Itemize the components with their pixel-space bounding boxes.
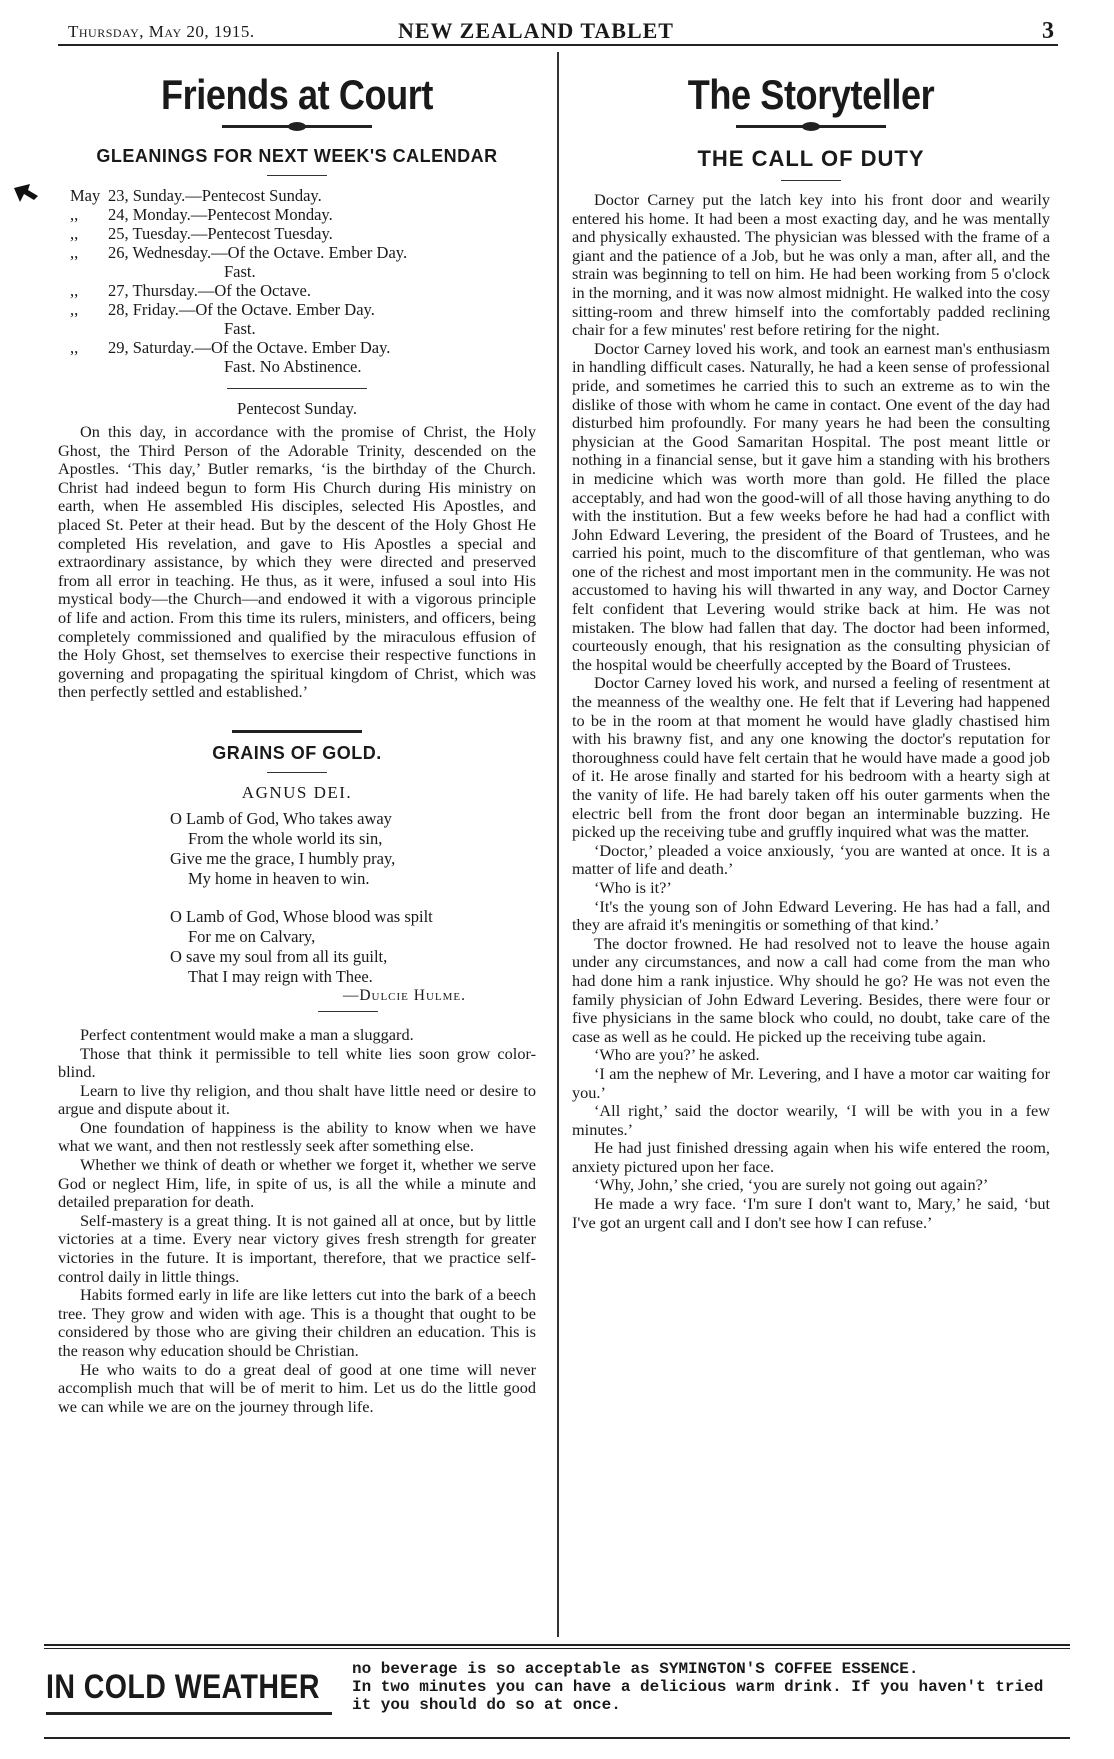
grain-paragraph: Habits formed early in life are like letters cut into the bark of a beech tree. They grow and widen with age. This is a thought that ought to be considered by those who are giving their children an education. This is the reason why education should be Christian. xyxy=(58,1285,536,1360)
ad-line: no beverage is so acceptable as SYMINGTON'S COFFEE ESSENCE. xyxy=(352,1660,919,1678)
calendar-entry: ,, 25, Tuesday.—Pentecost Tuesday. xyxy=(70,224,333,243)
ad-heading: IN COLD WEATHER xyxy=(46,1668,320,1706)
calendar-entry: ,, 27, Thursday.—Of the Octave. xyxy=(70,281,311,300)
poem-title: AGNUS DEI. xyxy=(241,782,353,802)
ad-border-top xyxy=(44,1644,1070,1649)
calendar-entry: ,, 29, Saturday.—Of the Octave. Ember Day. xyxy=(70,338,391,357)
masthead xyxy=(58,18,1058,46)
right-column xyxy=(572,55,1050,1232)
story-title: THE CALL OF DUTY xyxy=(697,146,925,171)
poem-line: O Lamb of God, Who takes away xyxy=(170,808,392,828)
divider xyxy=(232,730,362,733)
pointing-hand-icon xyxy=(12,180,42,210)
story-paragraph: ‘Who is it?’ xyxy=(594,877,672,897)
divider xyxy=(227,388,367,389)
poem xyxy=(170,809,536,987)
story-paragraph: He had just finished dressing again when his wife entered the room, anxiety pictured upon her face. xyxy=(572,1138,1050,1176)
calendar-entry: ,, 26, Wednesday.—Of the Octave. Ember Day. xyxy=(70,243,408,262)
story-paragraph: ‘Who are you?’ he asked. xyxy=(594,1045,760,1065)
story-body xyxy=(572,191,1050,1232)
grains-of-gold-heading: GRAINS OF GOLD. xyxy=(212,742,382,763)
calendar-entry: ,, 28, Friday.—Of the Octave. Ember Day. xyxy=(70,300,375,319)
paragraph: On this day, in accordance with the promise of Christ, the Holy Ghost, the Third Person of the Adorable Trinity, descended on the Apostles. ‘This day,’ Butler remarks, ‘is the birthday of the Church. Christ had indeed begun to form His Church during His ministry on earth, when He assembled His disciples, selected His Apostles, and placed St. Peter at their head. But by the descent of the Holy Ghost He completed His revelation, and gave to His Apostles a special and extraordinary assistance, by which they were directed and preserved from all error in teaching. He thus, as it were, infused a soul into His mystical body—the Church—and endowed it with a vigorous principle of life and action. From this time its rulers, ministers, and officers, being completely commissioned and qualified by the miraculous effusion of the Holy Ghost, set themselves to exercise their respective functions in governing and propagating the spiritual kingdom of Christ, which was then perfectly settled and established.’ xyxy=(58,422,536,702)
left-column xyxy=(58,55,536,1416)
divider xyxy=(267,175,327,176)
section-title-storyteller: The Storyteller xyxy=(687,71,935,118)
poem-line: O Lamb of God, Whose blood was spilt xyxy=(170,906,433,926)
grains-list xyxy=(58,1026,536,1416)
ornamental-rule xyxy=(222,125,372,128)
ornamental-rule xyxy=(736,125,886,128)
grain-paragraph: Whether we think of death or whether we forget it, whether we serve God or neglect Him, life, in spite of us, is all the while a minute and detailed preparation for death. xyxy=(58,1155,536,1212)
calendar-entry: Fast. xyxy=(224,262,256,281)
pentecost-heading: Pentecost Sunday. xyxy=(237,399,357,418)
poem-line: For me on Calvary, xyxy=(188,926,316,946)
section-title-friends-at-court: Friends at Court xyxy=(160,71,434,118)
story-paragraph: ‘All right,’ said the doctor wearily, ‘I will be with you in a few minutes.’ xyxy=(572,1101,1050,1139)
pentecost-article xyxy=(58,423,536,702)
calendar-entry: Fast. xyxy=(224,319,256,338)
issue-date: Thursday, May 20, 1915. xyxy=(68,22,255,41)
column-divider xyxy=(557,52,559,1637)
page-number: 3 xyxy=(1042,18,1054,44)
grain-paragraph: Learn to live thy religion, and thou shalt have little need or desire to argue and dispute about it. xyxy=(58,1080,536,1119)
divider xyxy=(318,1011,378,1012)
ad-line: it you should do so at once. xyxy=(352,1696,621,1714)
story-paragraph: Doctor Carney loved his work, and nursed a feeling of resentment at the meanness of the wealthy one. He felt that if Levering had happened to be in the room at that moment he would have gladly chastised him with his brawny fist, and any one knowing the doctor's reputation for thoroughness could have felt certain that he would have made a good job of it. He arose finally and started for his bedroom with a hearty sigh at the vanity of life. He had barely taken off his outer garments when the electric bell from the front door began an interminable buzzing. He picked up the receiving tube and gruffly inquired what was the matter. xyxy=(572,673,1050,842)
grain-paragraph: Self-mastery is a great thing. It is not gained all at once, but by little victories at a time. Every near victory gives fresh strength for greater victories in the future. It is important, therefore, that we practice self-control daily in little things. xyxy=(58,1210,536,1286)
stanza-gap xyxy=(170,889,536,907)
poem-line: From the whole world its sin, xyxy=(188,828,383,848)
grain-paragraph: He who waits to do a great deal of good at one time will never accomplish much that will be of merit to him. Let us do the little good we can while we are on the journey through life. xyxy=(58,1359,536,1416)
grain-paragraph: One foundation of happiness is the ability to know when we have what we want, and then not restlessly seek after something else. xyxy=(58,1117,536,1156)
ad-underline xyxy=(46,1712,332,1715)
grain-paragraph: Perfect contentment would make a man a sluggard. xyxy=(80,1024,414,1044)
calendar-entry: May 23, Sunday.—Pentecost Sunday. xyxy=(70,186,322,205)
ad-copy xyxy=(352,1660,1052,1714)
story-paragraph: He made a wry face. ‘I'm sure I don't want to, Mary,’ he said, ‘but I've got an urgent call and I don't see how I can refuse.’ xyxy=(572,1194,1050,1232)
story-paragraph: ‘I am the nephew of Mr. Levering, and I have a motor car waiting for you.’ xyxy=(572,1063,1050,1102)
poem-line: That I may reign with Thee. xyxy=(188,966,373,986)
story-paragraph: Doctor Carney put the latch key into his front door and wearily entered his home. It had been a most exacting day, and he was mentally and physically exhausted. The physician was blessed with the frame of a giant and the patience of a Job, but he was only a man, after all, and the strain was beginning to tell on him. He had been working from 5 o'clock in the morning, and it was now almost midnight. He walked into the cosy sitting-room and threw himself into the comfortably padded reclining chair for a few minutes' rest before retiring for the night. xyxy=(572,190,1050,340)
poem-line: My home in heaven to win. xyxy=(188,868,370,888)
story-paragraph: ‘Why, John,’ she cried, ‘you are surely not going out again?’ xyxy=(594,1175,989,1195)
story-paragraph: ‘It's the young son of John Edward Levering. He has had a fall, and they are afraid it's meningitis or something of that kind.’ xyxy=(572,896,1050,935)
story-paragraph: ‘Doctor,’ pleaded a voice anxiously, ‘you are wanted at once. It is a matter of life and death.’ xyxy=(572,840,1050,879)
story-paragraph: The doctor frowned. He had resolved not to leave the house again under any circumstances, and now a call had come from the man who had done him a rank injustice. Why should he go? He was not even the family physician of John Edward Levering. Besides, there were four or five physicians in the same block who could, no doubt, take care of the case as well as he could. He picked up the receiving tube again. xyxy=(572,933,1050,1046)
calendar-entry: Fast. No Abstinence. xyxy=(224,357,362,376)
calendar-list xyxy=(70,186,536,376)
ad-border-bottom xyxy=(44,1737,1070,1739)
calendar-subheading: GLEANINGS FOR NEXT WEEK'S CALENDAR xyxy=(96,146,498,166)
divider xyxy=(267,772,327,773)
calendar-entry: ,, 24, Monday.—Pentecost Monday. xyxy=(70,205,333,224)
grain-paragraph: Those that think it permissible to tell white lies soon grow color-blind. xyxy=(58,1043,536,1082)
poem-line: Give me the grace, I humbly pray, xyxy=(170,848,396,868)
story-paragraph: Doctor Carney loved his work, and took an earnest man's enthusiasm in handling difficult cases. Naturally, he had a keen sense of professional pride, and sometimes he carried this to such an extreme as to win the dislike of those with whom he came in contact. One event of the day had disturbed him profoundly. For many years he had been the consulting physician at the Good Samaritan Hospital. The post meant little or nothing in a financial sense, but it gave him a standing with his brothers in medicine which was worth more than gold. He filled the place acceptably, and had won the good-will of all those having anything to do with the institution. But a few weeks before he had had a conflict with John Edward Levering, the president of the Board of Trustees, and he carried his point, much to the discomfiture of that gentleman, who was one of the richest and most important men in the community. He was not accustomed to having his will thwarted in any way, and Doctor Carney felt confident that Levering would strike back at him. He was not mistaken. The blow had fallen that day. The doctor had been informed, courteously enough, that his resignation as the consulting physician of the hospital would be cheerfully accepted by the Board of Trustees. xyxy=(572,338,1050,674)
newspaper-title: NEW ZEALAND TABLET xyxy=(398,18,674,43)
poem-author: —Dulcie Hulme. xyxy=(342,986,466,1004)
ad-line: In two minutes you can have a delicious warm drink. If you haven't tried xyxy=(352,1678,1044,1696)
poem-line: O save my soul from all its guilt, xyxy=(170,946,388,966)
divider xyxy=(781,180,841,181)
